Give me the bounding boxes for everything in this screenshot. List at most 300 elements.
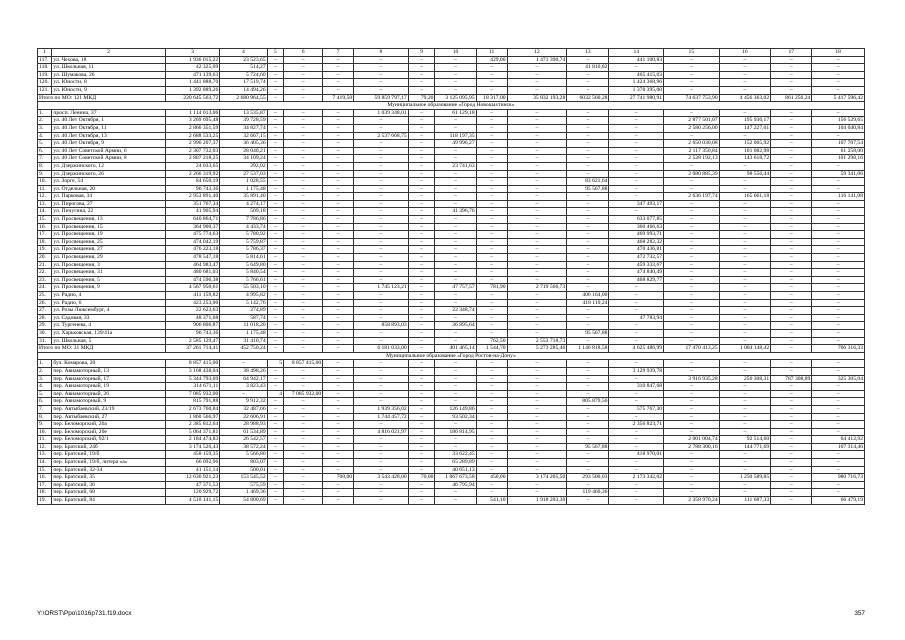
value-cell: – [267, 79, 283, 87]
address-cell: ул. Просвещения, 5 [52, 276, 165, 284]
value-cell: 464 983,47 [165, 261, 220, 269]
value-cell: 2 080 885,39 [664, 170, 720, 178]
value-cell: – [812, 329, 865, 337]
address-cell: ул. Дзержинского, 26 [52, 170, 165, 178]
value-cell: – [771, 405, 812, 413]
value-cell: – [771, 390, 812, 398]
value-cell: – [664, 292, 720, 300]
value-cell: – [284, 276, 323, 284]
value-cell: – [435, 117, 476, 125]
value-cell: – [719, 208, 770, 216]
row-number: 22. [38, 269, 52, 277]
value-cell: 587,74 [220, 314, 267, 322]
value-cell: – [719, 56, 770, 64]
value-cell: – [284, 238, 323, 246]
row-number: 119. [38, 71, 52, 79]
value-cell: – [323, 337, 354, 345]
value-cell: – [664, 360, 720, 368]
section-title: Муниципальное образование «Город Новошахтинск» [38, 102, 865, 110]
header-cell: 8 [354, 49, 409, 57]
section-row [38, 102, 865, 110]
value-cell: – [435, 367, 476, 375]
value-cell: – [664, 398, 720, 406]
value-cell: – [354, 367, 409, 375]
value-cell: – [771, 231, 812, 239]
value-cell: 8 857 415,00 [284, 360, 323, 368]
total-cell: 5 273 285,46 [507, 345, 567, 353]
value-cell: – [323, 79, 354, 87]
value-cell: – [771, 216, 812, 224]
value-cell: – [476, 147, 507, 155]
value-cell: – [664, 329, 720, 337]
table-row [38, 79, 865, 87]
value-cell: – [323, 276, 354, 284]
value-cell: 762,50 [476, 337, 507, 345]
value-cell: – [354, 185, 409, 193]
value-cell: 95 567,88 [567, 185, 609, 193]
value-cell: – [507, 421, 567, 429]
row-number: 1. [38, 109, 52, 117]
value-cell: – [507, 208, 567, 216]
value-cell: – [476, 193, 507, 201]
row-number: 3. [38, 375, 52, 383]
value-cell: – [408, 276, 435, 284]
value-cell: – [354, 261, 409, 269]
value-cell: – [408, 383, 435, 391]
value-cell: – [609, 117, 664, 125]
value-cell: 3 174 526,43 [165, 443, 220, 451]
value-cell: – [771, 79, 812, 87]
value-cell: – [507, 436, 567, 444]
value-cell: – [284, 329, 323, 337]
value-cell: – [812, 314, 865, 322]
value-cell: – [567, 428, 609, 436]
value-cell: – [771, 307, 812, 315]
value-cell: – [771, 64, 812, 72]
value-cell: – [567, 216, 609, 224]
value-cell: 41 151,14 [165, 466, 220, 474]
value-cell: – [284, 170, 323, 178]
value-cell: – [354, 337, 409, 345]
address-cell: пер. Авиамоторный, 13 [52, 367, 165, 375]
value-cell: 165 661,18 [719, 193, 770, 201]
value-cell: – [267, 322, 283, 330]
value-cell: – [507, 79, 567, 87]
value-cell: – [408, 71, 435, 79]
value-cell: – [609, 132, 664, 140]
value-cell: – [812, 238, 865, 246]
value-cell: – [354, 216, 409, 224]
value-cell: – [771, 178, 812, 186]
value-cell: – [609, 360, 664, 368]
value-cell: – [476, 383, 507, 391]
value-cell: 314 671,11 [165, 383, 220, 391]
value-cell: – [812, 367, 865, 375]
value-cell: 46 795,94 [435, 481, 476, 489]
total-cell: 17 470 413,25 [664, 345, 720, 353]
value-cell: – [435, 299, 476, 307]
value-cell: 61 129,18 [435, 109, 476, 117]
value-cell: – [476, 390, 507, 398]
table-row [38, 193, 865, 201]
value-cell: – [435, 292, 476, 300]
value-cell: – [284, 489, 323, 497]
value-cell: – [408, 360, 435, 368]
value-cell: – [435, 185, 476, 193]
value-cell: – [267, 405, 283, 413]
value-cell: – [719, 185, 770, 193]
value-cell: – [664, 390, 720, 398]
value-cell: 14 494,26 [220, 86, 267, 94]
address-cell: ул. Садовая, 33 [52, 314, 165, 322]
total-cell: 79,20 [408, 94, 435, 102]
value-cell: – [354, 383, 409, 391]
value-cell: 5 724,60 [220, 71, 267, 79]
value-cell: – [267, 284, 283, 292]
value-cell: – [664, 64, 720, 72]
address-cell: ул. Школьная, 5 [52, 337, 165, 345]
value-cell: – [476, 109, 507, 117]
value-cell: – [567, 367, 609, 375]
value-cell: – [507, 86, 567, 94]
value-cell: – [284, 109, 323, 117]
value-cell: 274,89 [220, 307, 267, 315]
value-cell: – [609, 481, 664, 489]
value-cell: – [771, 459, 812, 467]
value-cell: – [354, 390, 409, 398]
value-cell: – [408, 238, 435, 246]
value-cell: – [507, 170, 567, 178]
value-cell: – [408, 489, 435, 497]
value-cell: – [323, 421, 354, 429]
value-cell: – [664, 208, 720, 216]
value-cell: – [476, 162, 507, 170]
value-cell: 2 528 192,13 [664, 155, 720, 163]
value-cell: – [609, 497, 664, 505]
value-cell: 7 085 932,00 [165, 390, 220, 398]
value-cell: – [567, 231, 609, 239]
table-row [38, 231, 865, 239]
value-cell: – [408, 284, 435, 292]
value-cell: – [354, 71, 409, 79]
value-cell: – [354, 276, 409, 284]
value-cell: 116 141,08 [812, 193, 865, 201]
value-cell: – [664, 132, 720, 140]
row-number: 2. [38, 367, 52, 375]
value-cell: – [476, 269, 507, 277]
value-cell: 1 039 348,01 [354, 109, 409, 117]
value-cell: 1 469,36 [220, 489, 267, 497]
value-cell: – [408, 200, 435, 208]
table-row [38, 405, 865, 413]
row-number: 118. [38, 64, 52, 72]
row-number: 6. [38, 398, 52, 406]
value-cell: – [567, 223, 609, 231]
value-cell: 22 606,91 [220, 413, 267, 421]
table-row [38, 398, 865, 406]
value-cell: 5 780,92 [220, 231, 267, 239]
value-cell: 84 650,19 [165, 178, 220, 186]
value-cell: 49 996,27 [435, 140, 476, 148]
value-cell: – [408, 208, 435, 216]
table-row [38, 254, 865, 262]
value-cell: – [664, 307, 720, 315]
value-cell: – [507, 292, 567, 300]
address-cell: ул. Просвещения, 19 [52, 231, 165, 239]
value-cell: – [609, 390, 664, 398]
value-cell: 1 744 457,72 [354, 413, 409, 421]
value-cell: – [812, 421, 865, 429]
value-cell: – [507, 489, 567, 497]
value-cell: 5 142,76 [220, 299, 267, 307]
table-row [38, 170, 865, 178]
row-number: 9. [38, 421, 52, 429]
value-cell: 61 534,89 [220, 428, 267, 436]
table-row [38, 481, 865, 489]
value-cell: – [408, 459, 435, 467]
value-cell: – [323, 208, 354, 216]
address-cell: ул. Зорге, 54 [52, 178, 165, 186]
value-cell: – [476, 254, 507, 262]
value-cell: – [284, 459, 323, 467]
value-cell: 468 829,77 [609, 276, 664, 284]
value-cell: – [323, 413, 354, 421]
value-cell: – [476, 299, 507, 307]
value-cell: 42 325,09 [165, 64, 220, 72]
value-cell: – [507, 405, 567, 413]
value-cell: 28 988,93 [220, 421, 267, 429]
value-cell: – [354, 269, 409, 277]
value-cell: – [435, 314, 476, 322]
row-number: 117. [38, 56, 52, 64]
value-cell: 2 307 732,03 [165, 147, 220, 155]
value-cell: – [719, 329, 770, 337]
value-cell: – [408, 466, 435, 474]
value-cell: – [408, 497, 435, 505]
value-cell: – [771, 451, 812, 459]
value-cell: – [408, 79, 435, 87]
value-cell: 310 847,68 [609, 383, 664, 391]
value-cell: – [664, 405, 720, 413]
value-cell: – [567, 413, 609, 421]
table-row [38, 117, 865, 125]
value-cell: – [408, 254, 435, 262]
row-number: 6. [38, 147, 52, 155]
row-number: 25. [38, 292, 52, 300]
value-cell: – [507, 231, 567, 239]
row-number: 12. [38, 443, 52, 451]
value-cell: 805 879,56 [567, 398, 609, 406]
value-cell: – [323, 170, 354, 178]
value-cell: – [267, 208, 283, 216]
address-cell: пер. Беломорский, 92/1 [52, 436, 165, 444]
table-row [38, 307, 865, 315]
value-cell: – [609, 193, 664, 201]
value-cell: – [567, 79, 609, 87]
value-cell: – [771, 360, 812, 368]
value-cell: – [609, 124, 664, 132]
value-cell: 1 175,48 [220, 329, 267, 337]
value-cell: – [567, 390, 609, 398]
total-cell: 3 125 095,95 [435, 94, 476, 102]
value-cell: 2 788 300,16 [664, 443, 720, 451]
value-cell: – [323, 360, 354, 368]
value-cell: 47 371,53 [165, 481, 220, 489]
value-cell: – [435, 246, 476, 254]
value-cell: 22 348,74 [435, 307, 476, 315]
table-row [38, 329, 865, 337]
value-cell: 2 688 533,25 [165, 132, 220, 140]
value-cell: – [664, 269, 720, 277]
total-cell: – [323, 345, 354, 353]
value-cell: – [664, 284, 720, 292]
address-cell: пер. Братский, 35 [52, 474, 165, 482]
value-cell: 2 266 319,92 [165, 170, 220, 178]
value-cell: – [567, 276, 609, 284]
value-cell: – [719, 459, 770, 467]
value-cell: – [771, 322, 812, 330]
value-cell: – [664, 254, 720, 262]
value-cell: – [771, 329, 812, 337]
value-cell: 347 493,17 [609, 200, 664, 208]
address-cell: ул. Просвещения, 29 [52, 254, 165, 262]
value-cell: – [812, 322, 865, 330]
total-cell: – [771, 345, 812, 353]
value-cell: – [435, 261, 476, 269]
value-cell: – [507, 276, 567, 284]
value-cell: 41 810,82 [567, 64, 609, 72]
value-cell: 3 916 935,28 [664, 375, 720, 383]
value-cell: – [507, 254, 567, 262]
value-cell: – [719, 292, 770, 300]
value-cell: – [408, 299, 435, 307]
value-cell: – [284, 474, 323, 482]
value-cell: – [323, 193, 354, 201]
value-cell: – [719, 231, 770, 239]
value-cell: 5 344 793,69 [165, 375, 220, 383]
table-row [38, 109, 865, 117]
value-cell: – [812, 261, 865, 269]
table-row [38, 436, 865, 444]
value-cell: – [284, 79, 323, 87]
value-cell: – [354, 375, 409, 383]
table-row [38, 360, 865, 368]
value-cell: – [664, 421, 720, 429]
value-cell: – [267, 109, 283, 117]
value-cell: – [323, 140, 354, 148]
value-cell: – [476, 216, 507, 224]
value-cell: 107 314,46 [812, 443, 865, 451]
value-cell: 2 356 823,71 [609, 421, 664, 429]
value-cell: 2 117 350,84 [664, 147, 720, 155]
value-cell: – [476, 459, 507, 467]
value-cell: – [267, 140, 283, 148]
value-cell: 4 995,82 [220, 292, 267, 300]
value-cell: – [771, 185, 812, 193]
value-cell: – [476, 375, 507, 383]
value-cell: 351 767,34 [165, 200, 220, 208]
value-cell: – [771, 367, 812, 375]
value-cell: – [507, 390, 567, 398]
row-number: 5. [38, 390, 52, 398]
value-cell: – [812, 360, 865, 368]
value-cell: – [267, 86, 283, 94]
value-cell: – [284, 413, 323, 421]
value-cell: 104 040,84 [812, 124, 865, 132]
value-cell: – [435, 375, 476, 383]
total-cell: 6 181 033,00 [354, 345, 409, 353]
value-cell: – [267, 193, 283, 201]
value-cell: – [323, 481, 354, 489]
value-cell: 2 996 207,37 [165, 140, 220, 148]
table-row [38, 86, 865, 94]
total-cell: 220 645 563,72 [165, 94, 220, 102]
address-cell: пер. Братский, 24б [52, 443, 165, 451]
value-cell: 3 823,43 [220, 383, 267, 391]
value-cell: 7 085 932,00 [284, 390, 323, 398]
table-row [38, 299, 865, 307]
header-cell: 12 [507, 49, 567, 57]
value-cell: – [354, 497, 409, 505]
value-cell: – [284, 147, 323, 155]
value-cell: 429,00 [476, 56, 507, 64]
address-cell: ул. Радио, 4 [52, 292, 165, 300]
table-row [38, 451, 865, 459]
value-cell: – [284, 337, 323, 345]
value-cell: – [408, 329, 435, 337]
value-cell: – [476, 170, 507, 178]
value-cell: – [719, 71, 770, 79]
value-cell: – [323, 314, 354, 322]
value-cell: – [771, 162, 812, 170]
row-number: 10. [38, 428, 52, 436]
value-cell: 2 173 342,02 [609, 474, 664, 482]
value-cell: – [435, 497, 476, 505]
value-cell: – [664, 489, 720, 497]
value-cell: 469 993,71 [609, 231, 664, 239]
value-cell: – [507, 178, 567, 186]
value-cell: – [267, 155, 283, 163]
value-cell: – [476, 307, 507, 315]
value-cell: – [435, 178, 476, 186]
value-cell: – [812, 428, 865, 436]
value-cell: – [267, 292, 283, 300]
value-cell: – [664, 322, 720, 330]
value-cell: 95 567,88 [567, 443, 609, 451]
value-cell: 2 537 668,75 [354, 132, 409, 140]
row-number: 121. [38, 86, 52, 94]
value-cell: – [812, 489, 865, 497]
value-cell: – [323, 451, 354, 459]
value-cell: – [771, 421, 812, 429]
value-cell: 476 223,18 [165, 246, 220, 254]
value-cell: – [719, 466, 770, 474]
value-cell: 781,90 [476, 284, 507, 292]
value-cell: – [220, 360, 267, 368]
value-cell: – [507, 375, 567, 383]
address-cell: ул. Розы Люксембург, 4 [52, 307, 165, 315]
value-cell: – [771, 428, 812, 436]
row-number: 7. [38, 155, 52, 163]
value-cell: – [664, 276, 720, 284]
value-cell: – [476, 428, 507, 436]
value-cell: – [435, 436, 476, 444]
value-cell: – [771, 170, 812, 178]
value-cell: – [507, 398, 567, 406]
value-cell: – [408, 443, 435, 451]
value-cell: – [408, 337, 435, 345]
value-cell: 575,59 [220, 481, 267, 489]
